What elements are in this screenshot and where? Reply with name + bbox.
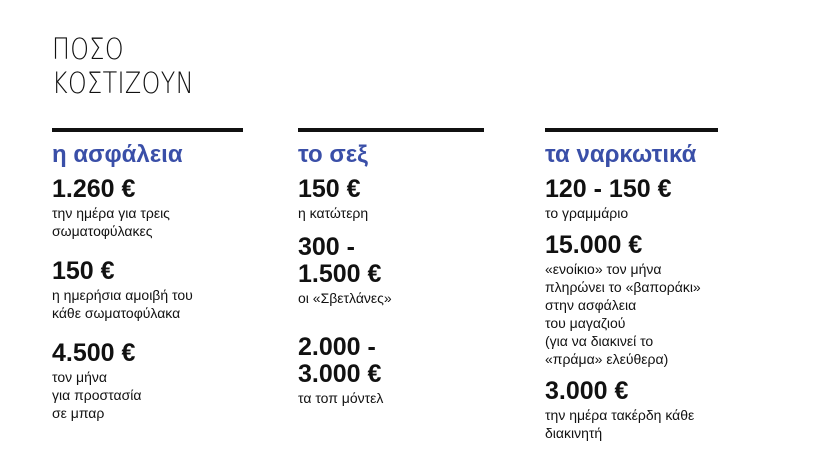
column-security	[52, 128, 243, 421]
description-line: κάθε σωματοφύλακα	[52, 305, 181, 321]
description-line: σωματοφύλακες	[52, 223, 153, 239]
column-rule	[52, 128, 243, 132]
cost-item	[52, 176, 170, 240]
description-line: «πράμα» ελεύθερα)	[545, 351, 669, 367]
description-line: τα τοπ μόντελ	[298, 390, 384, 406]
price-line: 300 -	[298, 233, 355, 261]
description-line: σε μπαρ	[52, 405, 105, 421]
price-line: 1.260 €	[52, 175, 136, 203]
description-line: του μαγαζιού	[545, 315, 626, 331]
description-line: (για να διακινεί το	[545, 333, 654, 349]
column-heading: το σεξ	[298, 141, 368, 168]
column-sex	[298, 128, 484, 406]
cost-item	[545, 176, 672, 222]
description-line: τον μήνα	[52, 369, 107, 385]
price-line: 2.000 -	[298, 333, 376, 361]
title-line-2: ΚΟΣΤΙΖΟΥΝ	[52, 66, 194, 100]
price-line: 15.000 €	[545, 231, 643, 259]
price-line: 1.500 €	[298, 260, 382, 288]
description-line: το γραμμάριο	[545, 205, 629, 221]
cost-item	[545, 232, 701, 368]
description	[545, 260, 701, 368]
description	[52, 204, 170, 240]
description	[52, 368, 141, 422]
column-drugs	[545, 128, 718, 441]
description	[545, 406, 694, 442]
cost-item	[545, 378, 694, 442]
title-line-1: ΠΟΣΟ	[52, 32, 124, 66]
description	[298, 204, 368, 222]
description-line: την ημέρα τακέρδη κάθε	[545, 407, 695, 423]
column-rule	[545, 128, 718, 132]
cost-item	[298, 334, 383, 407]
description-line: «ενοίκιο» τον μήνα	[545, 261, 662, 277]
description	[545, 204, 672, 222]
price-line: 4.500 €	[52, 339, 136, 367]
description-line: η κατώτερη	[298, 205, 369, 221]
cost-item	[52, 258, 193, 322]
description-line: για προστασία	[52, 387, 142, 403]
description	[298, 389, 383, 407]
column-rule	[298, 128, 484, 132]
price-line: 3.000 €	[545, 377, 629, 405]
cost-item	[52, 340, 141, 422]
description-line: οι «Σβετλάνες»	[298, 290, 392, 306]
page-title	[52, 32, 194, 100]
description-line: η ημερήσια αμοιβή του	[52, 287, 193, 303]
column-heading: τα ναρκωτικά	[545, 141, 697, 168]
price-line: 120 - 150 €	[545, 175, 672, 203]
description	[52, 286, 193, 322]
price-line: 3.000 €	[298, 360, 382, 388]
description-line: στην ασφάλεια	[545, 297, 637, 313]
description	[298, 289, 392, 307]
column-heading: η ασφάλεια	[52, 141, 183, 168]
description-line: διακινητή	[545, 425, 603, 441]
price-line: 150 €	[298, 175, 361, 203]
price-line: 150 €	[52, 257, 115, 285]
cost-item	[298, 234, 392, 307]
description-line: πληρώνει το «βαποράκι»	[545, 279, 701, 295]
cost-item	[298, 176, 368, 222]
description-line: την ημέρα για τρεις	[52, 205, 170, 221]
